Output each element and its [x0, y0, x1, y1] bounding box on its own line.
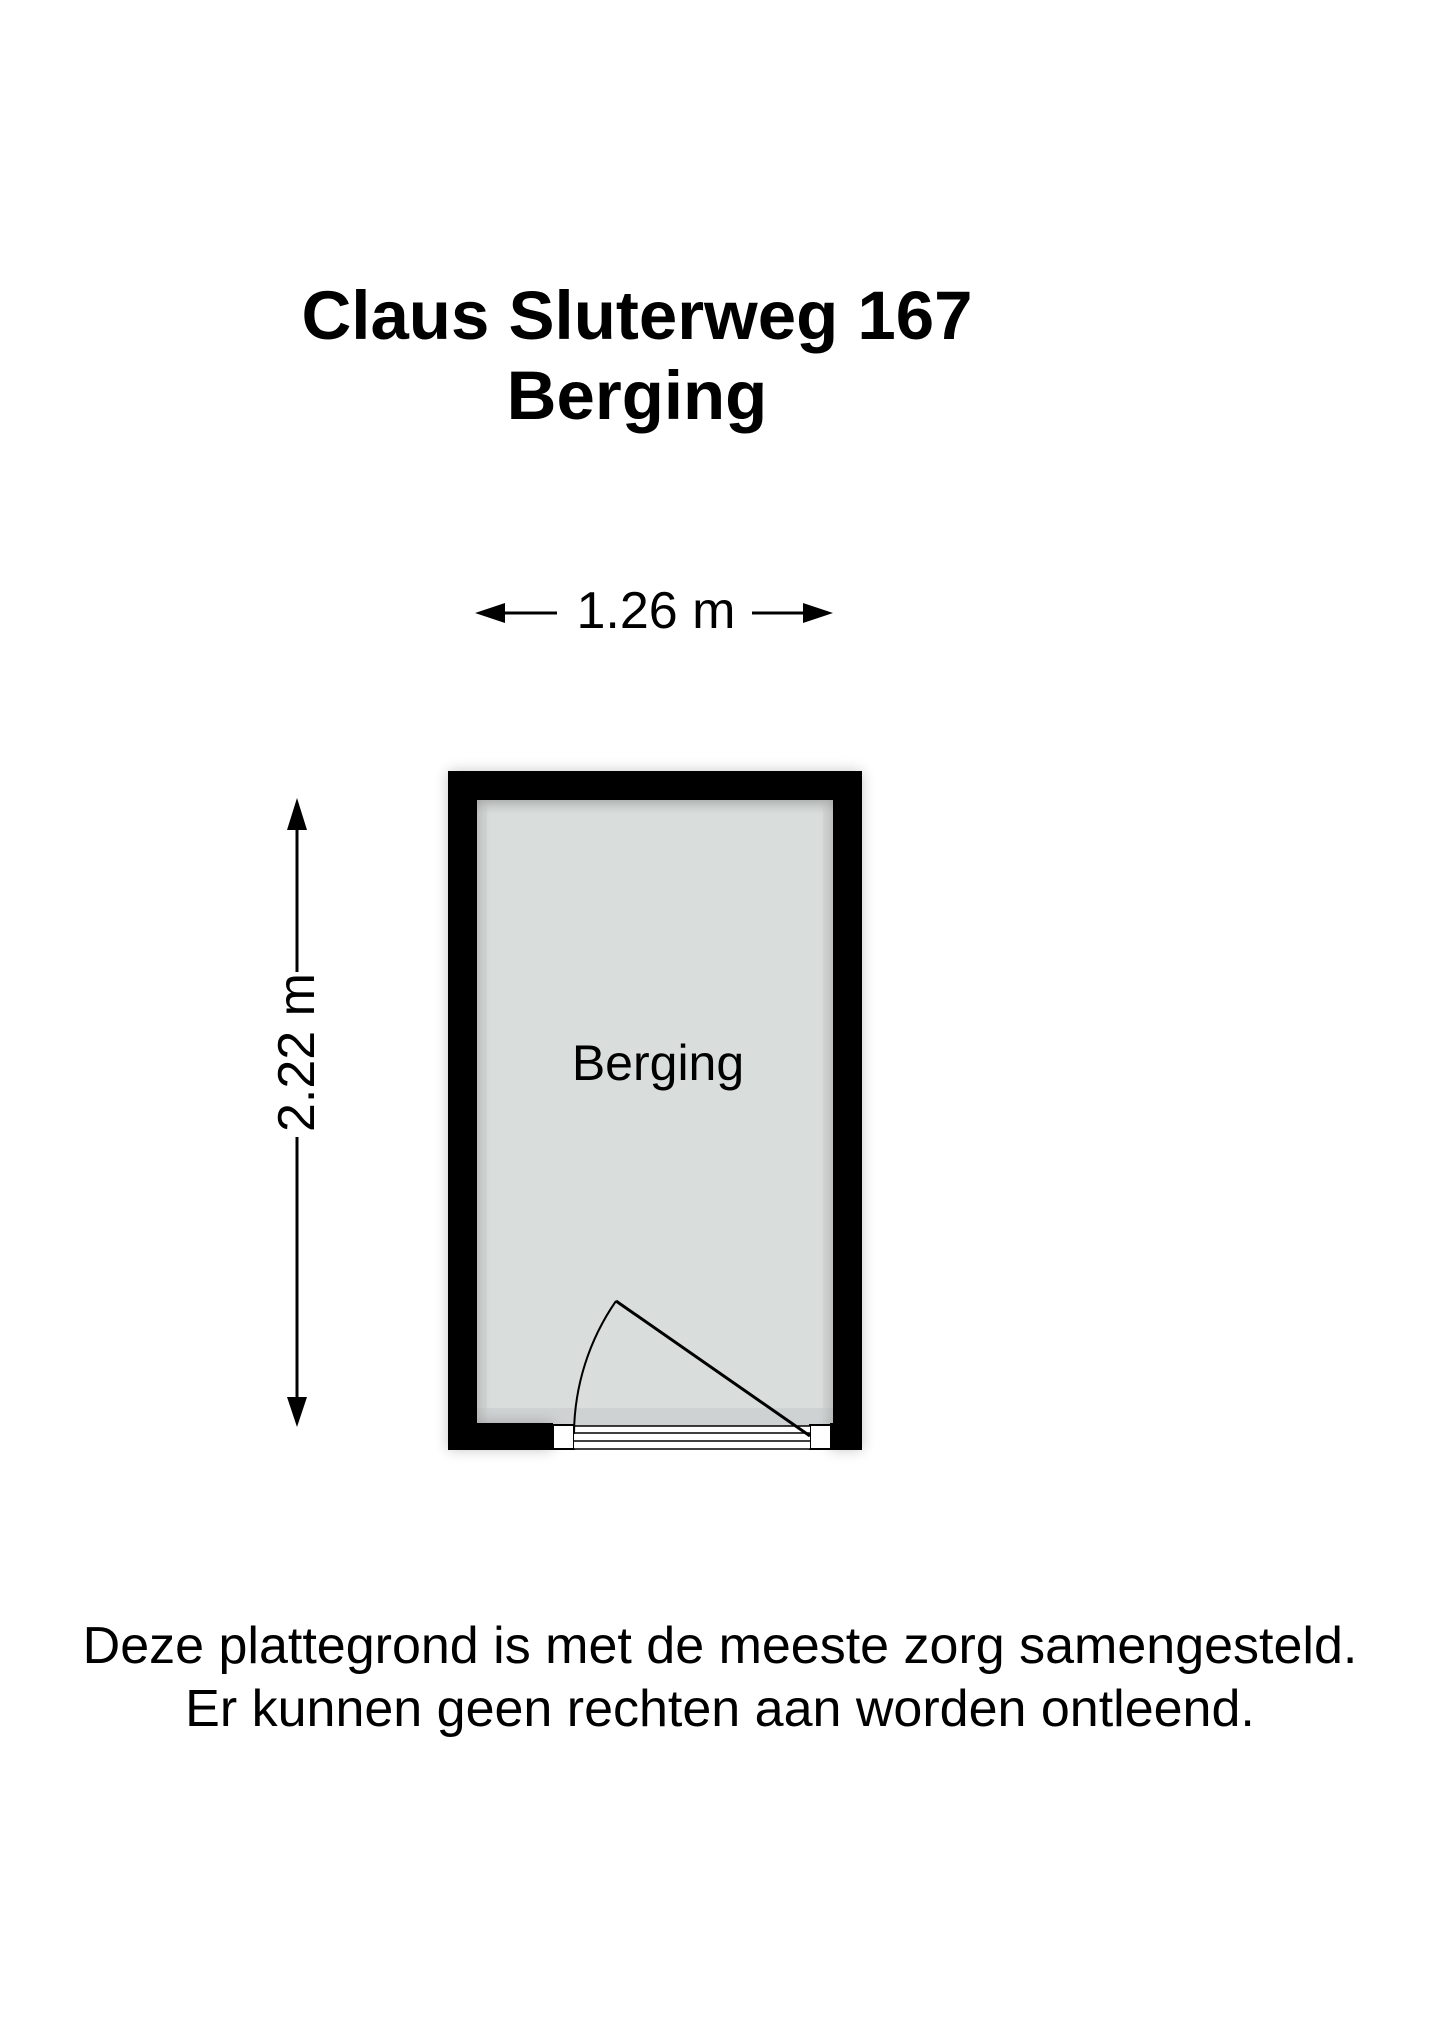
wall-bottom-left — [448, 1423, 553, 1450]
depth-dimension-label: 2.22 m — [268, 973, 326, 1132]
arrow-right-icon — [803, 603, 833, 623]
room-berging — [477, 800, 833, 1426]
door-threshold — [574, 1426, 810, 1449]
disclaimer-line-1: Deze plattegrond is met de meeste zorg samengesteld. — [82, 1617, 1358, 1675]
disclaimer-line-2: Er kunnen geen rechten aan worden ontleend. — [185, 1680, 1255, 1738]
arrow-up-icon — [287, 798, 307, 830]
door-jamb-left — [553, 1425, 574, 1449]
arrow-left-icon — [475, 603, 505, 623]
plan-floor-title: Berging — [506, 357, 768, 434]
arrow-down-icon — [287, 1397, 307, 1427]
door-jamb-right — [810, 1425, 831, 1449]
width-dimension-label: 1.26 m — [576, 582, 736, 640]
wall-top — [448, 771, 862, 800]
plan-address-title: Claus Sluterweg 167 — [301, 277, 973, 354]
wall-bottom-right — [830, 1423, 862, 1450]
room-floor — [477, 800, 833, 1426]
wall-right — [833, 771, 862, 1450]
room-label-berging: Berging — [571, 1035, 745, 1091]
wall-left — [448, 771, 477, 1450]
